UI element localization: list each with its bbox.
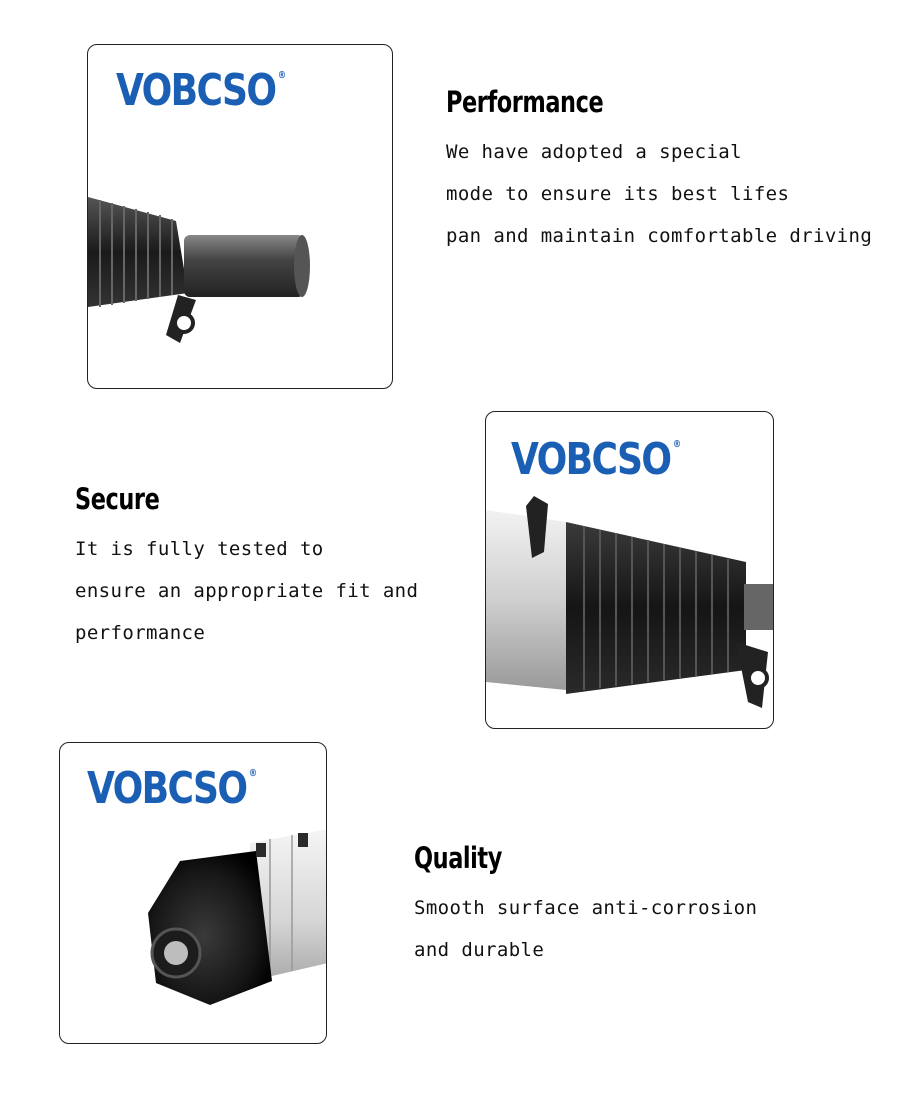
quality-line-1: Smooth surface anti-corrosion — [414, 897, 758, 919]
air-spring-top-mount-image — [60, 743, 327, 1044]
quality-heading: Quality — [414, 841, 502, 875]
product-image-card-2 — [485, 411, 774, 729]
brand-logo: VOBCSO ® — [116, 65, 287, 116]
quality-line-2: and durable — [414, 939, 545, 961]
secure-line-3: performance — [75, 622, 206, 644]
air-spring-bellows-image — [486, 412, 774, 729]
performance-line-2: mode to ensure its best lifes — [446, 183, 790, 205]
product-image-card-1 — [87, 44, 393, 389]
secure-heading: Secure — [75, 482, 160, 516]
performance-line-3: pan and maintain comfortable driving — [446, 225, 873, 247]
secure-line-1: It is fully tested to — [75, 538, 324, 560]
air-spring-rod-image — [88, 45, 393, 389]
product-image-card-3 — [59, 742, 327, 1044]
brand-logo: VOBCSO ® — [87, 763, 258, 814]
brand-logo: VOBCSO ® — [511, 434, 682, 485]
performance-heading: Performance — [446, 85, 604, 119]
secure-line-2: ensure an appropriate fit and — [75, 580, 419, 602]
performance-line-1: We have adopted a special — [446, 141, 742, 163]
